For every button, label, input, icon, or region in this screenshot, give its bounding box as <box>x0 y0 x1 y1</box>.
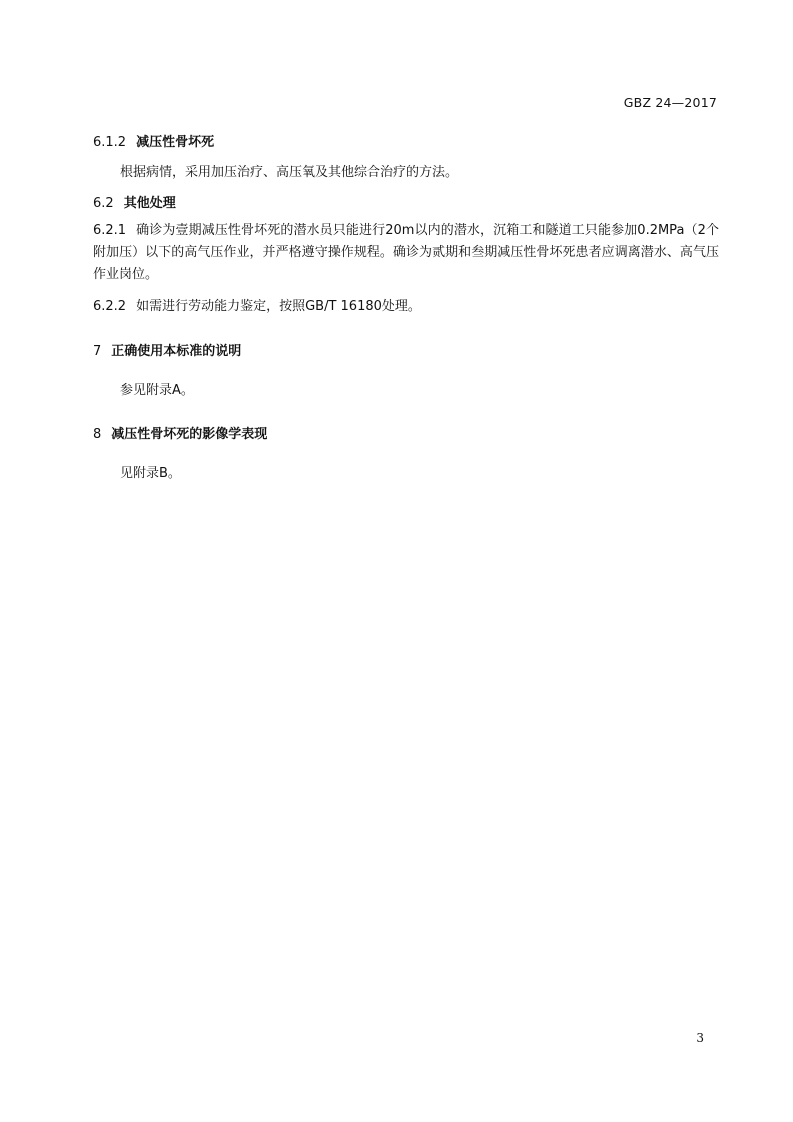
section-8-text: 见附录B。 <box>120 466 181 481</box>
page-number: 3 <box>696 1031 704 1045</box>
section-6-2-2-paragraph <box>93 296 719 318</box>
section-7-text: 参见附录A。 <box>120 383 194 398</box>
document-code: GBZ 24—2017 <box>623 95 717 110</box>
section-number: 8 <box>93 427 102 442</box>
section-title: 正确使用本标准的说明 <box>111 344 242 359</box>
section-6-1-2-text: 根据病情，采用加压治疗、高压氧及其他综合治疗的方法。 <box>120 165 459 180</box>
section-7-heading <box>93 340 241 359</box>
section-text: 如需进行劳动能力鉴定，按照GB/T 16180处理。 <box>136 299 421 314</box>
section-6-2-heading <box>93 192 176 211</box>
section-title: 其他处理 <box>123 196 176 211</box>
section-6-1-2-heading <box>93 131 214 150</box>
section-number: 7 <box>93 344 102 359</box>
section-6-2-1-paragraph <box>93 220 719 286</box>
section-number: 6.2 <box>93 196 114 211</box>
section-number: 6.2.1 <box>93 223 127 238</box>
section-number: 6.1.2 <box>93 135 127 150</box>
section-text: 确诊为壹期减压性骨坏死的潜水员只能进行20m以内的潜水，沉箱工和隧道工只能参加0.2MPa（2个附加压）以下的高气压作业，并严格遵守操作规程。确诊为贰期和叁期减压性骨坏死患者应调离潜水、高气压作业岗位。 <box>93 223 719 282</box>
section-title: 减压性骨坏死的影像学表现 <box>111 427 268 442</box>
section-title: 减压性骨坏死 <box>136 135 215 150</box>
section-number: 6.2.2 <box>93 299 127 314</box>
section-8-heading <box>93 423 267 442</box>
